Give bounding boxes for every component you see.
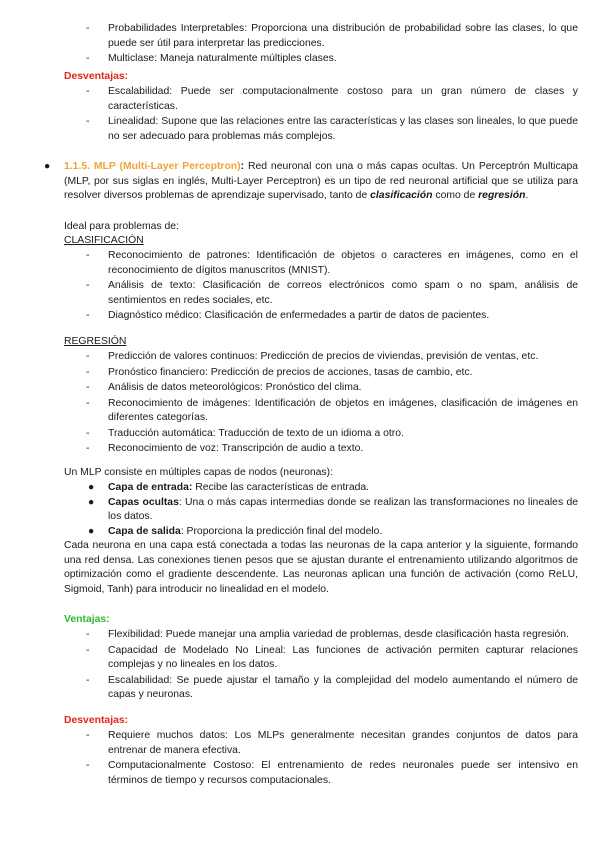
list-item: - Linealidad: Supone que las relaciones entre las características y las clases son lineales, lo que puede no ser adecuado para problemas más complejos. — [86, 115, 578, 144]
list-item: - Capacidad de Modelado No Lineal: Las funciones de activación permiten capturar relaciones complejas y no lineales en los datos. — [86, 644, 578, 673]
list-item: - Escalabilidad: Puede ser computacionalmente costoso para un gran número de clases y características. — [86, 85, 578, 114]
layers-paragraph: Cada neurona en una capa está conectada a todas las neuronas de la capa anterior y la siguiente, formando una red densa. Las conexiones tienen pesos que se ajustan durante el entrenamiento utilizando algoritmos de optimización como el gradiente descendente. Las neuronas aplican una función de activación (como ReLU, Sigmoid, Tanh) para introducir no linealidad en el modelo. — [64, 540, 578, 595]
layer-desc: : Una o más capas intermedias donde se realizan las transformaciones no lineales de los datos. — [108, 496, 579, 522]
top-cons-list — [86, 85, 578, 145]
list-item: - Análisis de texto: Clasificación de correos electrónicos como spam o no spam, análisis de sentimientos en redes sociales, etc. — [86, 279, 578, 308]
clasificacion-heading: CLASIFICACIÓN — [64, 235, 144, 246]
layers-list — [88, 481, 579, 539]
list-item: - Traducción automática: Traducción de texto de un idioma a otro. — [86, 427, 578, 442]
list-item: - Escalabilidad: Se puede ajustar el tamaño y la complejidad del modelo aumentando el número de capas y neuronas. — [86, 674, 578, 703]
mlp-intro-regresion: regresión — [478, 190, 526, 201]
ideal-for-text: Ideal para problemas de: — [64, 221, 179, 232]
list-item — [88, 481, 578, 496]
desventajas-heading: Desventajas: — [64, 715, 129, 726]
mlp-title: 1.1.5. MLP (Multi-Layer Perceptron) — [64, 161, 241, 172]
list-item: - Computacionalmente Costoso: El entrenamiento de redes neuronales puede ser intensivo en términos de tiempo y recursos computacionales. — [86, 759, 578, 788]
top-pros-list — [86, 22, 578, 68]
list-item: - Multiclase: Maneja naturalmente múltiples clases. — [86, 52, 578, 67]
regresion-list — [86, 350, 578, 458]
list-item: - Reconocimiento de imágenes: Identificación de objetos en imágenes, clasificación de imágenes en diferentes categorías. — [86, 397, 578, 426]
bullet-icon: ● — [88, 525, 95, 537]
layer-desc: Recibe las características de entrada. — [192, 482, 370, 493]
list-item: - Requiere muchos datos: Los MLPs generalmente necesitan grandes conjuntos de datos para entrenar de manera efectiva. — [86, 729, 578, 758]
top-cons-heading: Desventajas: — [64, 71, 129, 82]
clasificacion-list — [86, 249, 578, 325]
list-item: - Diagnóstico médico: Clasificación de enfermedades a partir de datos de pacientes. — [86, 309, 578, 324]
regresion-heading: REGRESIÓN — [64, 336, 127, 347]
mlp-title-colon: : — [240, 161, 245, 172]
list-item — [88, 525, 578, 540]
layer-name: Capa de salida — [108, 525, 181, 537]
bullet-icon: ● — [88, 482, 95, 493]
mlp-intro — [64, 160, 578, 204]
mlp-intro-clasificacion: clasificación — [370, 190, 433, 201]
list-item: - Reconocimiento de patrones: Identificación de objetos o caracteres en imágenes, como en el reconocimiento de dígitos manuscritos (MNIST). — [86, 249, 578, 278]
ventajas-list — [86, 628, 578, 704]
list-item: - Reconocimiento de voz: Transcripción de audio a texto. — [86, 442, 578, 457]
mlp-intro-text-b: como de — [432, 190, 479, 201]
mlp-bullet: ● — [44, 161, 51, 172]
bullet-icon: ● — [88, 496, 95, 508]
list-item: - Análisis de datos meteorológicos: Pronóstico del clima. — [86, 381, 578, 396]
list-item: - Pronóstico financiero: Predicción de precios de acciones, tasas de cambio, etc. — [86, 366, 578, 381]
list-item — [88, 496, 579, 525]
mlp-intro-text-c: . — [525, 190, 529, 201]
list-item: - Flexibilidad: Puede manejar una amplia variedad de problemas, desde clasificación hasta regresión. — [86, 628, 578, 643]
list-item: - Predicción de valores continuos: Predicción de precios de viviendas, previsión de ventas, etc. — [86, 350, 578, 365]
layer-name: Capa de entrada: — [108, 482, 193, 493]
ventajas-heading: Ventajas: — [64, 614, 110, 625]
mlp-intro-text: Red neuronal con una o más capas ocultas. Un Perceptrón Multicapa (MLP, por sus siglas en inglés, Multi-Layer Perceptron) es un tipo de red neuronal artificial que se utiliza para resolver diversos problemas de aprendizaje supervisado, tanto de — [64, 161, 579, 201]
layer-desc: : Proporciona la predicción final del modelo. — [180, 525, 383, 537]
layers-intro: Un MLP consiste en múltiples capas de nodos (neuronas): — [64, 467, 333, 478]
layer-name: Capas ocultas — [108, 496, 179, 508]
list-item: - Probabilidades Interpretables: Proporciona una distribución de probabilidad sobre las clases, lo que puede ser útil para interpretar las predicciones. — [86, 22, 578, 51]
desventajas-list — [86, 729, 578, 789]
